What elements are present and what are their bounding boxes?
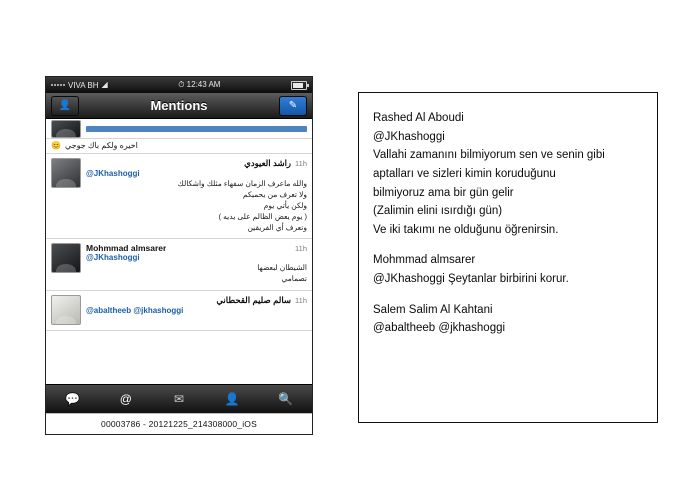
translation-name-3: Salem Salim Al Kahtani [373,303,493,316]
status-bar-center [108,80,291,90]
navigation-bar [46,93,312,119]
avatar[interactable] [51,295,81,325]
translation-line: aptalları ve sizleri kimin koruduğunu [373,167,556,180]
tweet-author-name[interactable]: راشد العيودي [244,158,292,168]
tab-messages[interactable] [152,385,205,413]
status-bar-right [291,81,307,90]
page-title: Mentions [150,98,208,113]
phone-screenshot [45,76,313,435]
tweet-handle[interactable]: @JKhashoggi [86,169,140,178]
signal-strength-icon [51,84,65,86]
translation-line: Ve iki takımı ne olduğunu öğrenirsin. [373,223,559,236]
translation-line: @JKhashoggi Şeytanlar birbirini korur. [373,273,569,285]
at-sign-icon: @ [119,392,132,406]
paragraph-spacer [373,239,643,251]
avatar[interactable] [51,158,81,188]
clock-label: 12:43 AM [186,80,221,89]
tweet-text-line: ( يوم يعض الظالم على يديه ) [218,211,307,221]
tweet-body [86,295,307,325]
mentions-feed[interactable] [46,119,312,384]
tab-profile[interactable] [206,385,259,413]
tweet-text-line: تصمامي [281,274,307,284]
partial-tweet-text-row [46,139,312,154]
battery-icon [291,81,307,90]
carrier-label: VIVA BH [68,80,99,90]
tweet-handle[interactable]: @JKhashoggi [86,253,140,263]
tweet-text-line: ولا تعرف من يحميكم [242,189,307,199]
paragraph-spacer [373,289,643,301]
tab-mentions[interactable] [99,385,152,413]
tweet-text [86,263,307,285]
translation-line: @abaltheeb @jkhashoggi [373,322,506,335]
envelope-icon: ✉ [173,392,185,406]
tab-timeline[interactable] [46,385,99,413]
table-row[interactable] [46,154,312,239]
tab-bar[interactable] [46,384,312,413]
translation-name-2: Mohmmad almsarer [373,254,476,267]
person-icon: 👤 [224,392,240,406]
tweet-text-line: والله ماعرف الزمان سفهاء مثلك واشكالك [177,179,307,188]
tweet-header [86,295,307,306]
alarm-clock-icon: ⏱ [178,80,185,89]
tweet-text-line: وتعرف أي الفريقين [247,222,307,232]
tweet-author-name[interactable]: Mohmmad almsarer [86,243,167,254]
status-bar-left [51,81,108,90]
tab-search[interactable] [259,385,312,413]
tweet-body [86,158,307,233]
avatar[interactable] [51,243,81,273]
compose-icon[interactable]: ✎ [279,96,307,116]
search-icon: 🔍 [277,392,293,406]
translation-line: bilmiyoruz ama bir gün gelir [373,186,514,199]
avatar [51,120,81,138]
tweet-timestamp: 11h [295,159,307,168]
speech-bubble-icon: 💬 [65,392,81,406]
smiley-face-icon: 😊 [51,141,61,150]
tweet-text [86,179,307,233]
tweet-header [86,158,307,169]
table-row[interactable] [46,291,312,331]
tweet-text-line: الشيطان لبعضها [257,263,307,273]
partial-handle-bar [86,126,307,132]
tweet-timestamp: 11h [295,244,307,254]
tweet-text-line: ولكن يأتي يوم [263,200,307,210]
list-item-partial[interactable] [46,119,312,139]
tweet-header [86,243,307,253]
profile-icon[interactable]: 👤 [51,96,79,116]
wifi-icon: ◢ [101,80,108,89]
tweet-timestamp: 11h [295,296,307,306]
translation-line: Vallahi zamanını bilmiyorum sen ve senin gibi [373,149,605,162]
translation-name-1: Rashed Al Aboudi [373,112,464,124]
status-bar [46,77,312,93]
partial-tweet-text: اخيره ولكم باك جوجي [64,141,138,150]
tweet-body [86,243,307,285]
table-row[interactable] [46,239,312,291]
tweet-handle[interactable]: @abaltheeb @jkhashoggi [86,306,184,316]
translation-panel [358,92,658,423]
tweet-author-name[interactable]: سالم صليم القحطاني [216,295,292,306]
translation-handle-1: @JKhashoggi [373,130,445,143]
evidence-code-label: 00003786 - 20121225_214308000_iOS [46,413,312,434]
translation-line: (Zalimin elini ısırdığı gün) [373,205,503,218]
